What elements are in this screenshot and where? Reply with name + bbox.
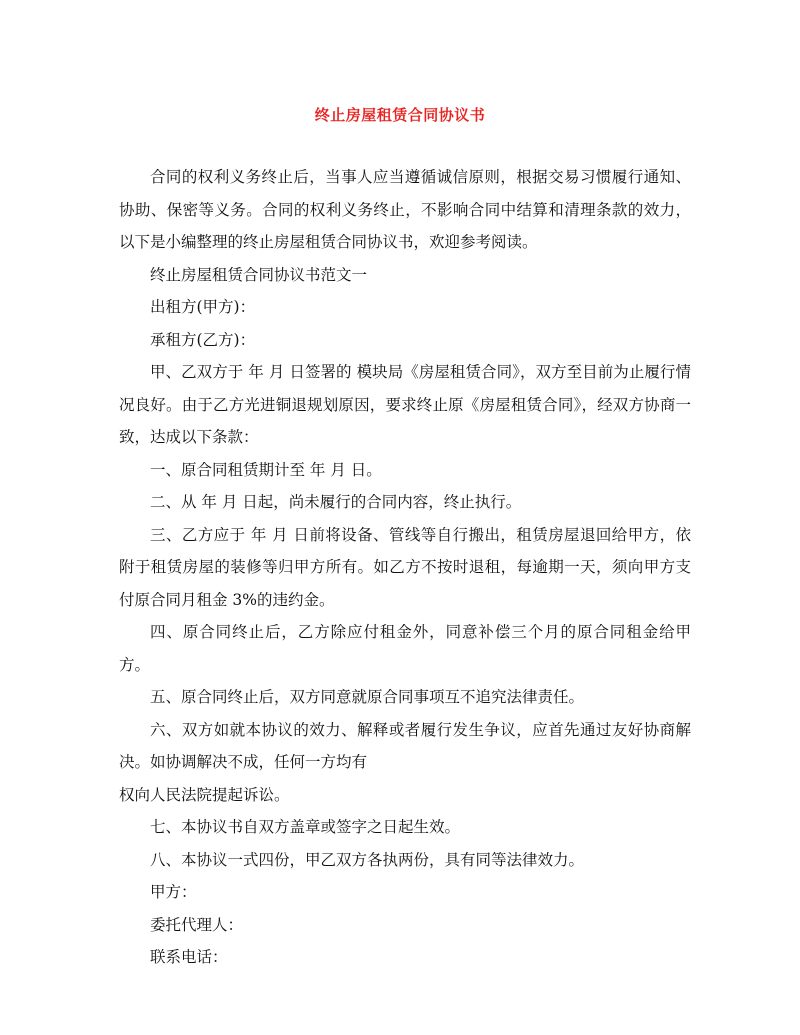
document-body	[119, 161, 691, 974]
paragraph-preamble: 甲、乙双方于 年 月 日签署的 模块局《房屋租赁合同》，双方至目前为止履行情况良好。由于乙方光进铜退规划原因，要求终止原《房屋租赁合同》，经双方协商一致，达成以下条款：	[119, 363, 691, 446]
paragraph-lessee: 承租方(乙方)：	[150, 330, 256, 349]
paragraph-clause-6-continued: 权向人民法院提起诉讼。	[119, 785, 290, 804]
paragraph-lessor: 出租方(甲方)：	[150, 298, 256, 316]
signature-party-a: 甲方：	[150, 883, 197, 901]
signature-phone: 联系电话：	[150, 948, 228, 966]
paragraph-clause-4: 四、原合同终止后，乙方除应付租金外，同意补偿三个月的原合同租金给甲方。	[119, 623, 691, 674]
paragraph-clause-2: 二、从 年 月 日起，尚未履行的合同内容，终止执行。	[150, 493, 522, 511]
paragraph-clause-1: 一、原合同租赁期计至 年 月 日。	[150, 460, 382, 479]
paragraph-intro: 合同的权利义务终止后，当事人应当遵循诚信原则，根据交易习惯履行通知、协助、保密等义务。合同的权利义务终止，不影响合同中结算和清理条款的效力，以下是小编整理的终止房屋租赁合同协议书，欢迎参考阅读。	[119, 168, 691, 251]
document-title: 终止房屋租赁合同协议书	[314, 106, 486, 124]
paragraph-clause-7: 七、本协议书自双方盖章或签字之日起生效。	[150, 818, 461, 836]
paragraph-clause-6: 六、双方如就本协议的效力、解释或者履行发生争议，应首先通过友好协商解决。如协调解决不成，任何一方均有	[119, 720, 691, 771]
paragraph-sample-heading: 终止房屋租赁合同协议书范文一	[150, 265, 368, 284]
signature-agent: 委托代理人：	[150, 915, 244, 934]
paragraph-clause-5: 五、原合同终止后，双方同意就原合同事项互不追究法律责任。	[150, 688, 585, 706]
paragraph-clause-8: 八、本协议一式四份，甲乙双方各执两份，具有同等法律效力。	[150, 850, 585, 869]
paragraph-clause-3: 三、乙方应于 年 月 日前将设备、管线等自行搬出，租赁房屋退回给甲方，依附于租赁房屋的装修等归甲方所有。如乙方不按时退租，每逾期一天，须向甲方支付原合同月租金 3%的违约金。	[119, 525, 691, 609]
